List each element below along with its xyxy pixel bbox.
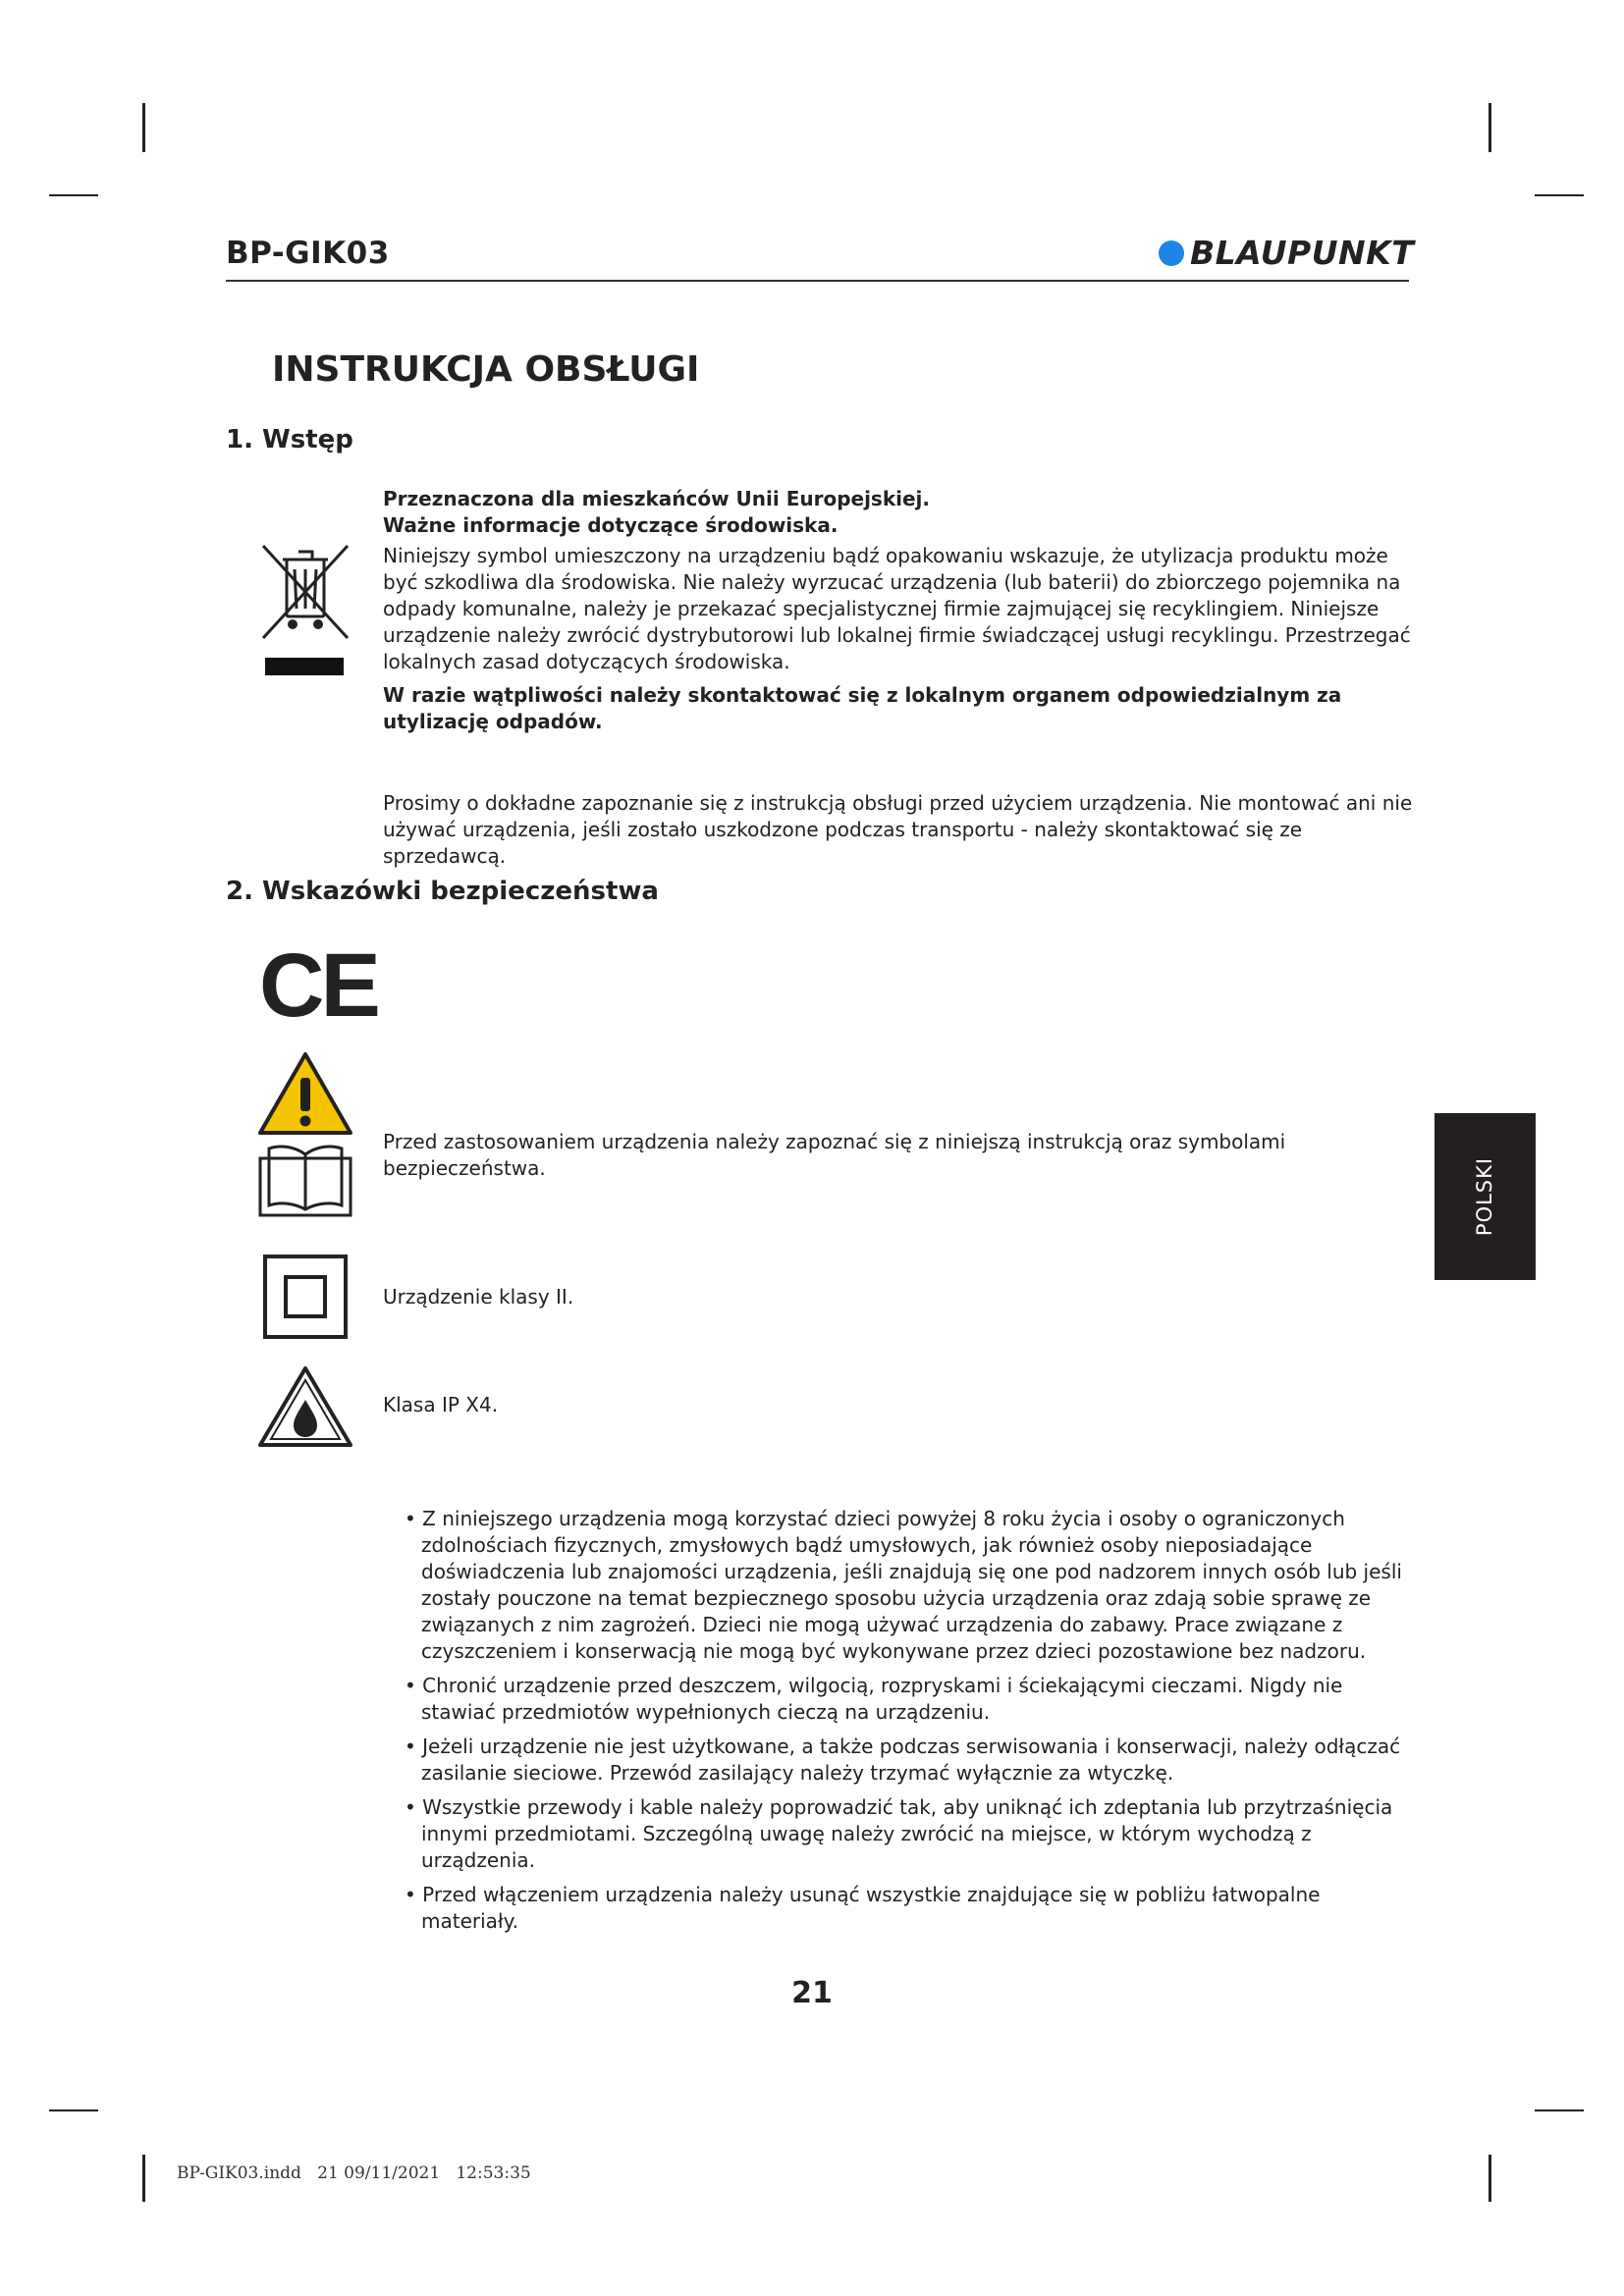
page-number: 21 [791, 1976, 833, 2010]
print-footer: BP-GIK03.indd 21 09/11/2021 12:53:35 [177, 2163, 531, 2183]
page-title: INSTRUKCJA OBSŁUGI [272, 349, 700, 390]
list-item: • Jeżeli urządzenie nie jest użytkowane, a także podczas serwisowania i konserwacji, należy odłączać zasilanie sieciowe. Przewód zasilający należy trzymać wyłącznie za wtyczkę. [391, 1734, 1422, 1787]
ce-mark-icon: CE [259, 935, 377, 1036]
crop-mark-bottom-left-v [142, 2155, 145, 2202]
crop-mark-top-right-v [1489, 103, 1491, 152]
safety-bullet-list [391, 1506, 1422, 1943]
weee-bin-icon [257, 538, 353, 679]
crop-mark-top-right-h [1535, 194, 1584, 196]
class-ii-icon [263, 1255, 348, 1339]
language-tab-label: POLSKI [1473, 1156, 1497, 1237]
eu-bold-note: W razie wątpliwości należy skontaktować się z lokalnym organem odpowiedzialnym za utylizację odpadów. [383, 683, 1342, 733]
eu-body: Niniejszy symbol umieszczony na urządzeniu bądź opakowaniu wskazuje, że utylizacja produktu może być szkodliwa dla środowiska. Nie należy wyrzucać urządzenia (lub baterii) do zbiorczego pojemnika na odpady komunalne, należy je przekazać specjalistycznej firmie zajmującej się recyklingiem. Niniejsze urządzenie należy zwrócić dystrybutorowi lub lokalnej firmie świadczącej usługi recyklingu. Przestrzegać lokalnych zasad dotyczących środowiska. [383, 544, 1411, 673]
header-rule [226, 280, 1409, 282]
crop-mark-bottom-right-v [1489, 2155, 1491, 2202]
list-item: • Z niniejszego urządzenia mogą korzystać dzieci powyżej 8 roku życia i osoby o ograniczonych zdolnościach fizycznych, zmysłowych bądź umysłowych, jak również osoby nieposiadające doświadczenia lub znajomości urządzenia, jeśli znajdują się one pod nadzorem innych osób lub jeśli zostały pouczone na temat bezpiecznego sposobu użycia urządzenia oraz zdają sobie sprawę ze związanych z nim zagrożeń. Dzieci nie mogą używać urządzenia do zabawy. Prace związane z czyszczeniem i konserwacją nie mogą być wykonywane przez dzieci pozostawione bez nadzoru. [391, 1506, 1422, 1665]
manual-book-icon [257, 1141, 353, 1219]
ip-x4-drop-icon [257, 1364, 353, 1449]
crop-mark-bottom-right-h [1535, 2109, 1584, 2111]
brand-dot-icon [1159, 240, 1184, 266]
brand-logo [1159, 234, 1414, 272]
brand-name: BLAUPUNKT [1190, 234, 1415, 272]
section-2-title: 2. Wskazówki bezpieczeństwa [226, 877, 659, 906]
crop-mark-top-left-v [142, 103, 145, 152]
crop-mark-top-left-h [49, 194, 98, 196]
ip-x4-text: Klasa IP X4. [383, 1393, 499, 1416]
intro-paragraph: Prosimy o dokładne zapoznanie się z instrukcją obsługi przed użyciem urządzenia. Nie montować ani nie używać urządzenia, jeśli zostało uszkodzone podczas transportu - należy skontaktować się ze sprzedawcą. [383, 791, 1413, 868]
list-item: • Przed włączeniem urządzenia należy usunąć wszystkie znajdujące się w pobliżu łatwopalne materiały. [391, 1882, 1422, 1935]
model-number: BP-GIK03 [226, 236, 390, 271]
language-tab [1435, 1113, 1536, 1280]
list-item: • Chronić urządzenie przed deszczem, wilgocią, rozpryskami i ściekającymi cieczami. Nigdy nie stawiać przedmiotów wypełnionych cieczą na urządzeniu. [391, 1673, 1422, 1726]
section-1-title: 1. Wstęp [226, 425, 353, 454]
warning-text: Przed zastosowaniem urządzenia należy zapoznać się z niniejszą instrukcją oraz symbolami bezpieczeństwa. [383, 1130, 1286, 1180]
eu-heading-1: Przeznaczona dla mieszkańców Unii Europejskiej. [383, 487, 931, 510]
list-item: • Wszystkie przewody i kable należy poprowadzić tak, aby uniknąć ich zdeptania lub przytrzaśnięcia innymi przedmiotami. Szczególną uwagę należy zwrócić na miejsce, w którym wychodzą z urządzenia. [391, 1794, 1422, 1874]
class-ii-text: Urządzenie klasy II. [383, 1285, 574, 1308]
warning-triangle-icon [257, 1050, 353, 1137]
crop-mark-bottom-left-h [49, 2109, 98, 2111]
eu-heading-2: Ważne informacje dotyczące środowiska. [383, 513, 839, 537]
